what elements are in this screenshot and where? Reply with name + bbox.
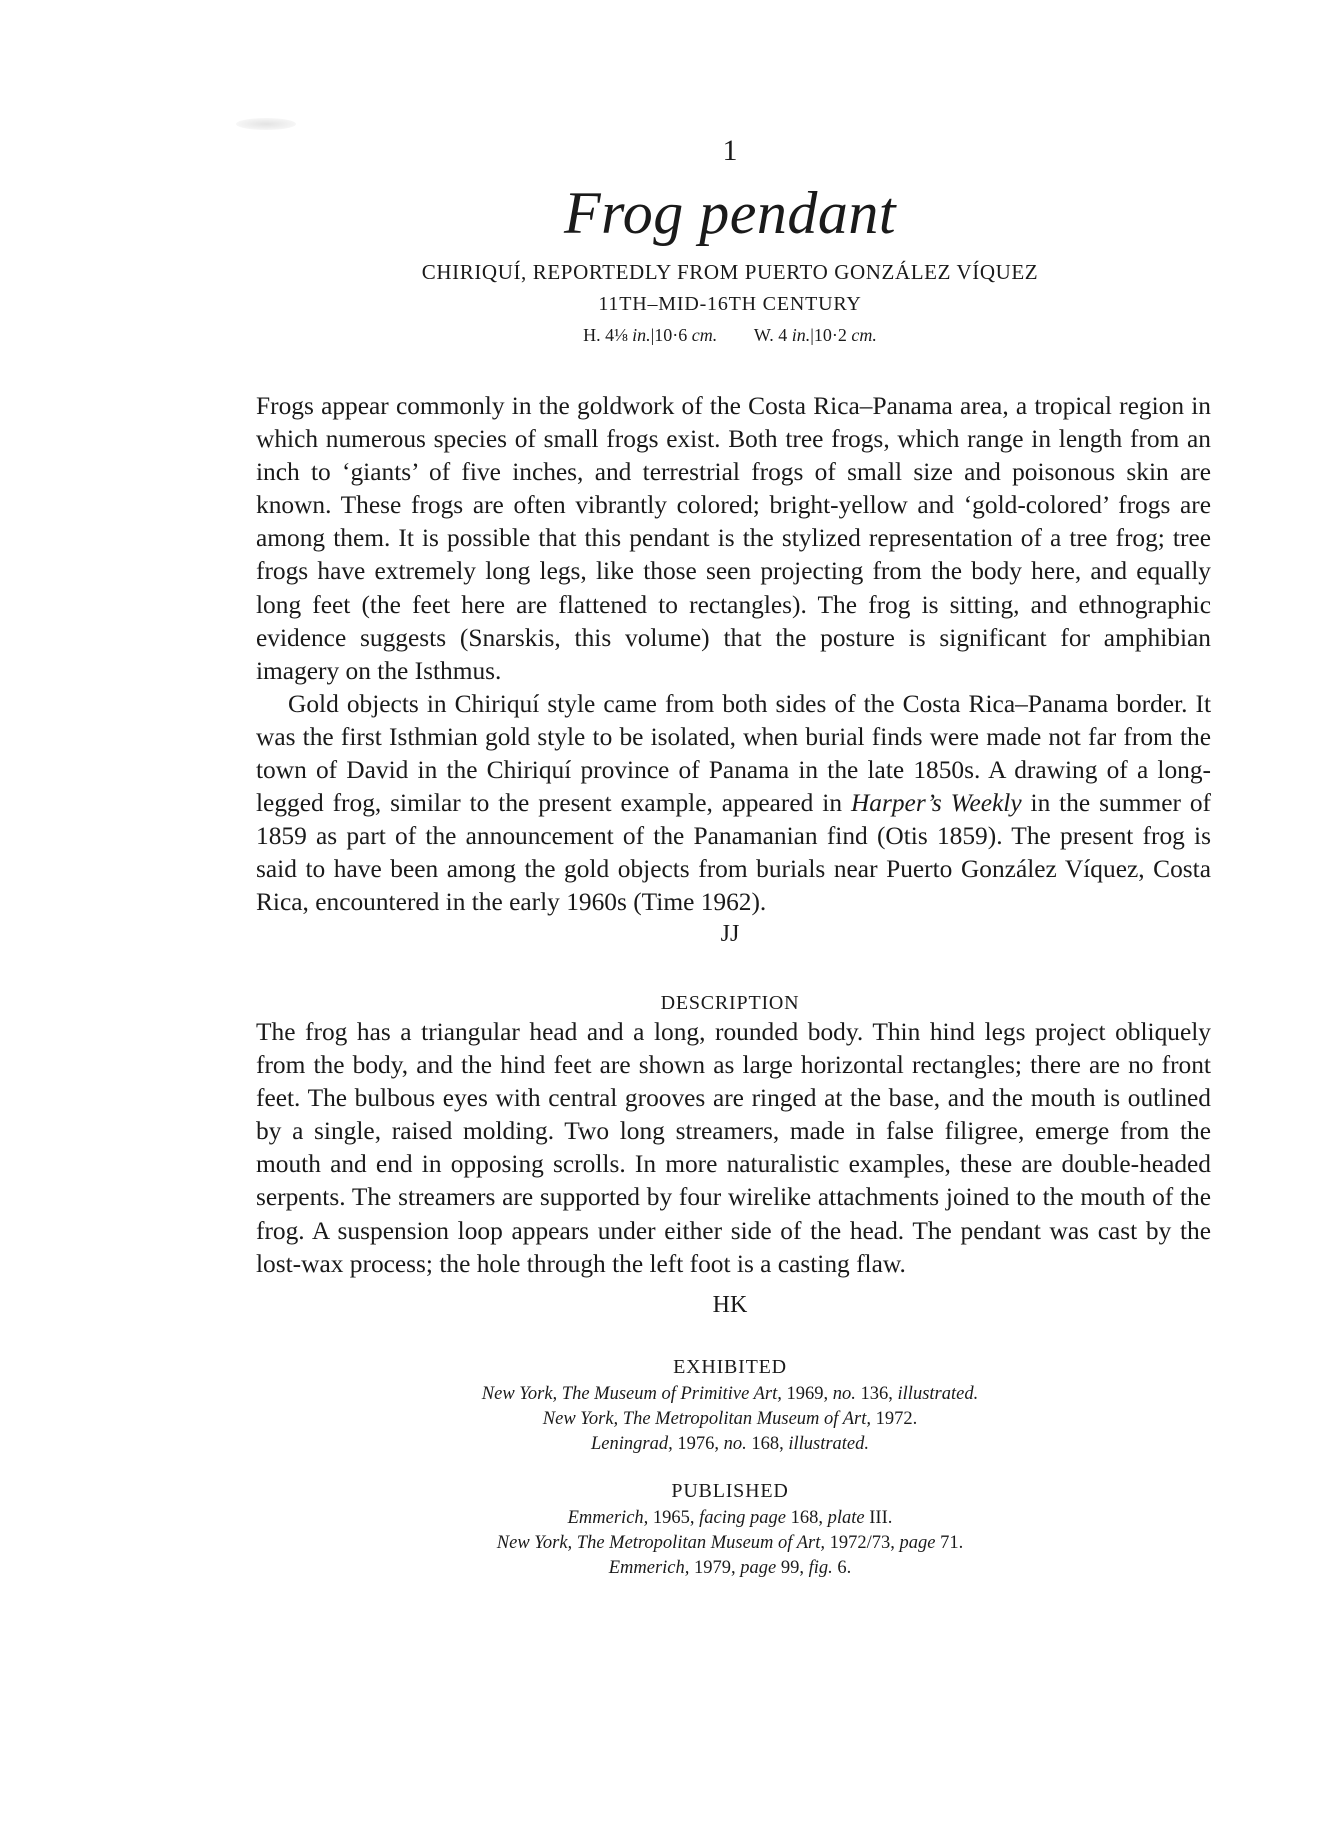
description-text (256, 1016, 1211, 1281)
published-item: Emmerich, 1979, page 99, fig. 6. (608, 1558, 852, 1578)
publication-title: Harper’s Weekly (850, 789, 1022, 818)
width-label: W. 4 (753, 325, 788, 345)
height-metric-unit: cm. (691, 325, 718, 345)
object-origin: CHIRIQUÍ, REPORTEDLY FROM PUERTO GONZÁLEZ VÍQUEZ (421, 260, 1039, 284)
intro-paragraph-2-start: Gold objects in Chiriquí style came from both sides of the Costa Rica–Panama border. It was the first Isthmian gold style to be isolated, when burial finds were made not far from the town of David in the Chiriquí province of Panama in the late 1850s. A drawing of a long-legged frog, similar to the present example, appeared in (256, 689, 1211, 818)
catalog-number: 1 (722, 134, 738, 167)
height-unit: in. (632, 325, 651, 345)
page-title: Frog pendant (563, 180, 897, 246)
intro-paragraph-2-end: in the summer of 1859 as part of the announcement of the Panamanian find (Otis 1859). The present frog is said to have been among the gold objects from burials near Puerto González Víquez, Costa Rica, encountered in the early 1960s (Time 1962). (256, 789, 1211, 917)
width-metric: |10·2 (810, 325, 847, 345)
description-paragraph: The frog has a triangular head and a long, rounded body. Thin hind legs project obliquely from the body, and the hind feet are shown as large horizontal rectangles; there are no front feet. The bulbous eyes with central grooves are ringed at the base, and the mouth is outlined by a single, raised molding. Two long streamers, made in false filigree, emerge from the mouth and end in opposing scrolls. In more naturalistic examples, these are double-headed serpents. The streamers are supported by four wirelike attachments joined to the mouth of the frog. A suspension loop appears under either side of the head. The pendant was cast by the lost-wax process; the hole through the left foot is a casting flaw. (256, 1018, 1211, 1278)
intro-essay (256, 390, 1211, 920)
height-metric: |10·6 (650, 325, 688, 345)
exhibited-heading: EXHIBITED (673, 1356, 787, 1378)
description-heading: DESCRIPTION (660, 992, 800, 1014)
exhibited-item: Leningrad, 1976, no. 168, illustrated. (590, 1434, 870, 1454)
object-dimensions (250, 322, 1210, 348)
essay-author-initials: JJ (720, 921, 740, 947)
object-period: 11TH–MID-16TH CENTURY (598, 293, 862, 315)
published-heading: PUBLISHED (671, 1480, 789, 1502)
width-metric-unit: cm. (851, 325, 877, 345)
height-label: H. 4⅛ (583, 325, 628, 345)
exhibited-item: New York, The Metropolitan Museum of Art, 1972. (542, 1409, 918, 1429)
published-item: New York, The Metropolitan Museum of Art, 1972/73, page 71. (496, 1533, 964, 1553)
published-list (250, 1506, 1210, 1581)
scan-smudge (236, 118, 296, 130)
intro-paragraph-1: Frogs appear commonly in the goldwork of the Costa Rica–Panama area, a tropical region in which numerous species of small frogs exist. Both tree frogs, which range in length from an inch to ‘giants’ of five inches, and terrestrial frogs of small size and poisonous skin are known. These frogs are often vibrantly colored; bright-yellow and ‘gold-colored’ frogs are among them. It is possible that this pendant is the stylized representation of a tree frog; tree frogs have extremely long legs, like those seen projecting from the body here, and equally long feet (the feet here are flattened to rectangles). The frog is sitting, and ethnographic evidence suggests (Snarskis, this volume) that the posture is significant for amphibian imagery on the Isthmus. (256, 392, 1211, 685)
published-item: Emmerich, 1965, facing page 168, plate III. (567, 1508, 893, 1528)
description-author-initials: HK (712, 1292, 748, 1318)
exhibited-list (250, 1382, 1210, 1457)
intro-paragraph-2 (256, 688, 1211, 920)
exhibited-item: New York, The Museum of Primitive Art, 1969, no. 136, illustrated. (481, 1384, 979, 1404)
width-unit: in. (791, 325, 811, 345)
